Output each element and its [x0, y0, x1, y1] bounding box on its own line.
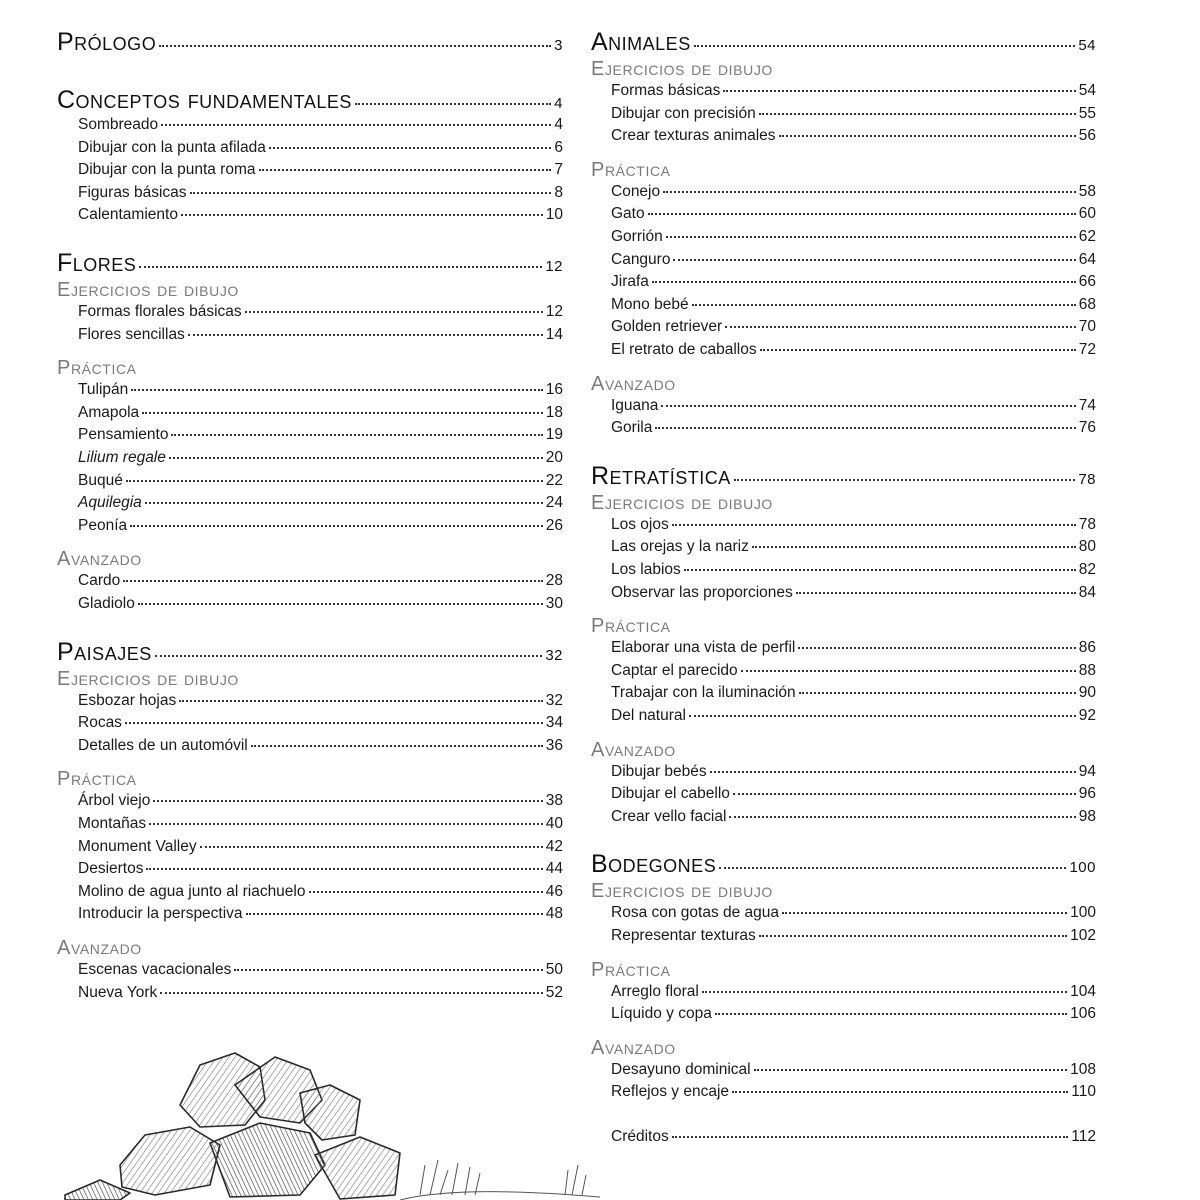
toc-entry-label: Crear texturas animales: [611, 127, 776, 145]
toc-page-number: 110: [1071, 1083, 1096, 1101]
dot-leader: [246, 913, 543, 915]
toc-page-number: 10: [545, 206, 563, 224]
toc-entry-del-natural[interactable]: [591, 707, 1096, 729]
toc-entry-pensamiento[interactable]: [57, 426, 563, 448]
toc-entry-label: Montañas: [78, 815, 147, 832]
dot-leader: [251, 745, 543, 747]
toc-entry-label: Gorila: [611, 419, 653, 437]
toc-entry-label: Dibujar con la punta roma: [78, 161, 256, 179]
toc-chapter-conceptos-fundamentales[interactable]: [57, 86, 563, 116]
toc-page-number: 52: [545, 983, 563, 1001]
toc-page-number: 12: [545, 258, 563, 275]
dot-leader: [672, 524, 1076, 526]
toc-entry-label: Tulipán: [78, 381, 129, 399]
toc-chapter-prologo[interactable]: [57, 28, 563, 58]
toc-entry-label: Gorrión: [611, 228, 663, 245]
toc-page-number: 4: [554, 95, 563, 112]
toc-entry-label: Desiertos: [78, 860, 144, 878]
toc-page-number: 6: [554, 138, 563, 156]
toc-entry-canguro[interactable]: [591, 251, 1096, 273]
toc-entry-label: Las orejas y la nariz: [611, 538, 749, 556]
dot-leader: [245, 311, 543, 313]
toc-entry-peonia[interactable]: [57, 517, 563, 539]
toc-entry-label: Dibujar con la punta afilada: [78, 138, 266, 156]
section-heading-practica: Práctica: [591, 615, 671, 638]
toc-entry-las-orejas-y-la-nariz[interactable]: [591, 538, 1096, 560]
toc-entry-elaborar-una-vista-de-perfil[interactable]: [591, 639, 1096, 661]
toc-page-number: 104: [1070, 982, 1096, 1000]
toc-page-number: 72: [1078, 341, 1096, 358]
dot-leader: [179, 700, 543, 702]
dot-leader: [661, 405, 1075, 407]
toc-entry-label: Formas básicas: [611, 82, 721, 99]
dot-leader: [355, 103, 551, 105]
dot-leader: [723, 90, 1075, 92]
toc-page-number: 19: [545, 426, 563, 444]
toc-page-number: 68: [1078, 295, 1096, 313]
toc-page-number: 66: [1078, 273, 1096, 291]
toc-page-number: 94: [1078, 762, 1096, 780]
dot-leader: [759, 113, 1076, 115]
toc-page-number: 48: [545, 905, 563, 923]
toc-entry-nueva-york[interactable]: [57, 984, 563, 1006]
toc-entry-label: Reflejos y encaje: [611, 1083, 730, 1101]
toc-entry-label: Jirafa: [611, 273, 649, 291]
toc-entry-label: Dibujar con precisión: [611, 104, 756, 122]
toc-entry-formas-florales-basicas[interactable]: [57, 303, 563, 325]
dot-leader: [169, 457, 543, 459]
dot-leader: [181, 214, 543, 216]
toc-page-number: 64: [1078, 250, 1096, 268]
toc-entry-gorila[interactable]: [591, 419, 1096, 441]
toc-entry-label: Mono bebé: [611, 295, 689, 313]
dot-leader: [200, 846, 543, 848]
toc-entry-label: Cardo: [78, 572, 121, 590]
dot-leader: [782, 912, 1067, 914]
toc-entry-montanas[interactable]: [57, 815, 563, 837]
dot-leader: [673, 259, 1075, 261]
toc-entry-label: Iguana: [611, 396, 659, 414]
dot-leader: [799, 692, 1076, 694]
dot-leader: [779, 135, 1076, 137]
dot-leader: [153, 800, 542, 802]
toc-entry-label: Los labios: [611, 561, 681, 578]
dot-leader: [234, 969, 542, 971]
dot-leader: [715, 1013, 1067, 1015]
toc-page-number: 40: [545, 815, 563, 832]
toc-entry-label: Del natural: [611, 707, 686, 724]
section-heading-avanzado: Avanzado: [57, 548, 142, 571]
toc-page-number: 54: [1078, 37, 1096, 54]
section-heading-ejercicios-de-dibujo: Ejercicios de dibujo: [591, 880, 773, 903]
toc-page-number: 100: [1069, 859, 1096, 877]
dot-leader: [171, 434, 542, 436]
section-heading-practica: Práctica: [57, 768, 137, 791]
toc-page-number: 14: [545, 325, 563, 343]
toc-entry-label: Canguro: [611, 250, 671, 268]
toc-entry-dibujar-bebes[interactable]: [591, 763, 1096, 785]
toc-page-number: 112: [1071, 1128, 1096, 1145]
toc-page-number: 3: [554, 37, 563, 54]
toc-entry-label: Sombreado: [78, 116, 159, 133]
toc-entry-label: Dibujar el cabello: [611, 785, 730, 803]
toc-entry-label: Rosa con gotas de agua: [611, 904, 780, 922]
toc-entry-label: Golden retriever: [611, 318, 723, 336]
toc-page-number: 7: [554, 161, 563, 179]
toc-entry-golden-retriever[interactable]: [591, 318, 1096, 340]
dot-leader: [131, 389, 542, 391]
toc-page-number: 74: [1078, 396, 1096, 414]
toc-entry-label: Pensamiento: [78, 426, 169, 444]
dot-leader: [734, 479, 1076, 481]
dot-leader: [130, 525, 543, 527]
toc-page-number: 86: [1078, 639, 1096, 657]
toc-entry-cardo[interactable]: [57, 572, 563, 594]
toc-page-number: 28: [545, 572, 563, 590]
toc-entry-label: Animales: [591, 28, 691, 56]
toc-page-number: 98: [1078, 807, 1096, 825]
toc-entry-buque[interactable]: [57, 472, 563, 494]
toc-entry-label: Observar las proporciones: [611, 583, 793, 601]
toc-entry-label: Arreglo floral: [611, 982, 699, 1000]
dot-leader: [733, 793, 1076, 795]
toc-entry-label: Aquilegia: [78, 494, 142, 512]
toc-page-number: 70: [1078, 318, 1096, 336]
toc-page-number: 54: [1078, 82, 1096, 99]
dot-leader: [125, 722, 543, 724]
toc-entry-liquido-y-copa[interactable]: [591, 1005, 1096, 1027]
toc-page-number: 56: [1078, 127, 1096, 145]
toc-entry-sombreado[interactable]: [57, 116, 563, 138]
toc-entry-label: Formas florales básicas: [78, 303, 242, 320]
section-heading-practica: Práctica: [57, 357, 137, 380]
dot-leader: [692, 304, 1076, 306]
toc-page-number: 12: [545, 303, 563, 320]
dot-leader: [752, 546, 1076, 548]
toc-page-number: 88: [1078, 661, 1096, 679]
dot-leader: [694, 45, 1076, 47]
dot-leader: [139, 266, 542, 268]
toc-page-number: 60: [1078, 205, 1096, 223]
toc-page-number: 92: [1078, 707, 1096, 724]
dot-leader: [652, 281, 1076, 283]
toc-entry-label: Rocas: [78, 714, 122, 732]
toc-entry-flores-sencillas[interactable]: [57, 326, 563, 348]
dot-leader: [684, 569, 1076, 571]
toc-entry-label: Buqué: [78, 471, 123, 489]
toc-entry-desayuno-dominical[interactable]: [591, 1061, 1096, 1083]
toc-entry-el-retrato-de-caballos[interactable]: [591, 341, 1096, 363]
toc-entry-dibujar-el-cabello[interactable]: [591, 785, 1096, 807]
toc-entry-label: Lilium regale: [78, 449, 166, 466]
toc-entry-dibujar-con-precision[interactable]: [591, 105, 1096, 127]
toc-page-number: 16: [545, 381, 563, 399]
dot-leader: [798, 647, 1075, 649]
toc-page-number: 24: [545, 494, 563, 512]
section-heading-ejercicios-de-dibujo: Ejercicios de dibujo: [57, 279, 239, 301]
section-heading-ejercicios-de-dibujo: Ejercicios de dibujo: [591, 58, 773, 80]
toc-entry-label: Trabajar con la iluminación: [611, 684, 796, 702]
toc-page-number: 55: [1078, 104, 1096, 122]
toc-page-number: 102: [1070, 927, 1096, 944]
toc-entry-gladiolo[interactable]: [57, 595, 563, 617]
dot-leader: [161, 124, 551, 126]
toc-entry-label: Amapola: [78, 403, 140, 421]
dot-leader: [648, 213, 1076, 215]
dot-leader: [666, 236, 1076, 238]
dot-leader: [702, 991, 1067, 993]
toc-entry-introducir-la-perspectiva[interactable]: [57, 905, 563, 927]
rock-pile-sketch-icon: [60, 1045, 600, 1200]
toc-page-number: 76: [1078, 419, 1096, 437]
toc-entry-los-labios[interactable]: [591, 561, 1096, 583]
toc-page-number: 46: [545, 882, 563, 900]
dot-leader: [710, 771, 1076, 773]
dot-leader: [138, 603, 543, 605]
toc-page-number: 96: [1078, 785, 1096, 803]
toc-page-number: 22: [545, 471, 563, 489]
toc-entry-label: Árbol viejo: [78, 792, 151, 810]
dot-leader: [155, 655, 543, 657]
toc-page-number: 44: [545, 860, 563, 878]
dot-leader: [760, 349, 1076, 351]
toc-page-number: 38: [545, 792, 563, 810]
toc-entry-label: Calentamiento: [78, 206, 178, 224]
toc-page-number: 80: [1078, 538, 1096, 556]
dot-leader: [663, 191, 1076, 193]
toc-entry-amapola[interactable]: [57, 404, 563, 426]
toc-entry-label: Los ojos: [611, 515, 669, 533]
toc-entry-figuras-basicas[interactable]: [57, 184, 563, 206]
toc-page-number: 20: [545, 449, 563, 466]
toc-chapter-animales[interactable]: [591, 28, 1096, 58]
toc-entry-label: Créditos: [611, 1128, 669, 1145]
dot-leader: [146, 868, 542, 870]
toc-entry-label: Conejo: [611, 182, 661, 200]
toc-entry-lilium-regale[interactable]: [57, 449, 563, 471]
dot-leader: [754, 1069, 1068, 1071]
toc-entry-label: Escenas vacacionales: [78, 961, 232, 978]
toc-entry-arreglo-floral[interactable]: [591, 983, 1096, 1005]
toc-entry-crear-texturas-animales[interactable]: [591, 127, 1096, 149]
dot-leader: [655, 427, 1075, 429]
section-heading-avanzado: Avanzado: [591, 738, 676, 761]
dot-leader: [269, 147, 552, 149]
toc-entry-label: Retratística: [591, 461, 731, 490]
toc-entry-label: Bodegones: [591, 850, 717, 879]
dot-leader: [142, 412, 543, 414]
toc-entry-rocas[interactable]: [57, 714, 563, 736]
toc-page-number: 84: [1078, 583, 1096, 601]
toc-entry-label: Flores sencillas: [78, 325, 185, 343]
toc-entry-label: Conceptos fundamentales: [57, 86, 352, 114]
toc-chapter-flores[interactable]: [57, 249, 563, 279]
dot-leader: [190, 192, 552, 194]
dot-leader: [759, 935, 1067, 937]
dot-leader: [126, 480, 543, 482]
toc-entry-label: Nueva York: [78, 983, 158, 1001]
toc-entry-label: Paisajes: [57, 637, 152, 666]
toc-page-number: 30: [545, 595, 563, 612]
toc-entry-tulipan[interactable]: [57, 381, 563, 403]
dot-leader: [123, 580, 543, 582]
toc-entry-label: Peonía: [78, 516, 128, 534]
toc-entry-label: Introducir la perspectiva: [78, 905, 243, 923]
toc-entry-iguana[interactable]: [591, 397, 1096, 419]
toc-entry-creditos[interactable]: [591, 1128, 1096, 1150]
toc-entry-label: Molino de agua junto al riachuelo: [78, 882, 306, 900]
dot-leader: [689, 715, 1076, 717]
dot-leader: [741, 670, 1076, 672]
toc-page-number: 78: [1078, 470, 1096, 488]
toc-page-number: 8: [554, 183, 563, 201]
toc-entry-formas-basicas[interactable]: [591, 82, 1096, 104]
toc-entry-observar-las-proporciones[interactable]: [591, 584, 1096, 606]
toc-entry-dibujar-con-la-punta-afilada[interactable]: [57, 139, 563, 161]
toc-chapter-retratistica[interactable]: [591, 462, 1096, 492]
toc-page-number: 106: [1070, 1005, 1096, 1023]
toc-page-number: 82: [1078, 561, 1096, 578]
toc-page-number: 34: [545, 714, 563, 732]
dot-leader: [309, 891, 543, 893]
toc-entry-label: Gato: [611, 205, 645, 223]
dot-leader: [732, 1091, 1068, 1093]
section-heading-avanzado: Avanzado: [591, 372, 676, 395]
toc-entry-label: Líquido y copa: [611, 1005, 712, 1023]
toc-page-number: 26: [545, 516, 563, 534]
toc-entry-label: Flores: [57, 249, 137, 277]
dot-leader: [188, 334, 543, 336]
toc-page-number: 100: [1070, 904, 1096, 922]
toc-page-number: 42: [545, 837, 563, 855]
section-heading-practica: Práctica: [591, 158, 671, 181]
dot-leader: [160, 992, 542, 994]
toc-entry-label: Desayuno dominical: [611, 1060, 751, 1078]
toc-page-number: 32: [545, 691, 563, 709]
toc-chapter-bodegones[interactable]: [591, 850, 1096, 880]
dot-leader: [725, 326, 1076, 328]
toc-entry-escenas-vacacionales[interactable]: [57, 961, 563, 983]
toc-entry-gorrion[interactable]: [591, 228, 1096, 250]
toc-entry-dibujar-con-la-punta-roma[interactable]: [57, 161, 563, 183]
toc-entry-rosa-con-gotas-de-agua[interactable]: [591, 904, 1096, 926]
toc-entry-label: Crear vello facial: [611, 807, 727, 825]
toc-entry-label: Representar texturas: [611, 927, 756, 944]
toc-entry-desiertos[interactable]: [57, 860, 563, 882]
dot-leader: [159, 45, 551, 47]
toc-entry-label: Prólogo: [57, 28, 157, 56]
section-heading-avanzado: Avanzado: [591, 1036, 676, 1059]
dot-leader: [672, 1136, 1069, 1138]
dot-leader: [259, 169, 552, 171]
dot-leader: [145, 502, 543, 504]
toc-entry-label: Detalles de un automóvil: [78, 736, 248, 754]
toc-entry-reflejos-y-encaje[interactable]: [591, 1083, 1096, 1105]
toc-page-number: 18: [545, 403, 563, 421]
section-heading-ejercicios-de-dibujo: Ejercicios de dibujo: [591, 491, 773, 514]
toc-entry-label: Captar el parecido: [611, 661, 738, 679]
toc-entry-label: Dibujar bebés: [611, 762, 707, 780]
toc-entry-crear-vello-facial[interactable]: [591, 808, 1096, 830]
toc-entry-esbozar-hojas[interactable]: [57, 692, 563, 714]
toc-entry-label: Figuras básicas: [78, 183, 187, 201]
toc-entry-los-ojos[interactable]: [591, 516, 1096, 538]
toc-entry-aquilegia[interactable]: [57, 494, 563, 516]
toc-entry-gato[interactable]: [591, 205, 1096, 227]
toc-page-number: 4: [554, 116, 563, 133]
toc-entry-representar-texturas[interactable]: [591, 927, 1096, 949]
toc-entry-trabajar-con-la-iluminacion[interactable]: [591, 684, 1096, 706]
toc-entry-label: Elaborar una vista de perfil: [611, 639, 796, 657]
toc-page-number: 62: [1078, 228, 1096, 245]
toc-page-number: 78: [1078, 515, 1096, 533]
dot-leader: [719, 867, 1066, 869]
toc-page-number: 50: [545, 961, 563, 978]
section-heading-ejercicios-de-dibujo: Ejercicios de dibujo: [57, 667, 239, 690]
toc-entry-arbol-viejo[interactable]: [57, 792, 563, 814]
toc-entry-molino-de-agua-junto-al-riachuelo[interactable]: [57, 883, 563, 905]
section-heading-practica: Práctica: [591, 958, 671, 981]
toc-page-number: 32: [545, 646, 563, 664]
toc-page-number: 108: [1070, 1060, 1096, 1078]
toc-entry-jirafa[interactable]: [591, 273, 1096, 295]
toc-page-number: 58: [1078, 182, 1096, 200]
toc-entry-mono-bebe[interactable]: [591, 296, 1096, 318]
dot-leader: [149, 823, 543, 825]
dot-leader: [729, 816, 1075, 818]
toc-chapter-paisajes[interactable]: [57, 638, 563, 668]
toc-entry-label: Monument Valley: [78, 837, 197, 855]
toc-entry-calentamiento[interactable]: [57, 206, 563, 228]
toc-page-number: 90: [1078, 684, 1096, 702]
toc-entry-label: Gladiolo: [78, 595, 135, 612]
toc-entry-monument-valley[interactable]: [57, 838, 563, 860]
section-heading-avanzado: Avanzado: [57, 937, 142, 959]
toc-page-number: 36: [545, 736, 563, 754]
toc-entry-detalles-de-un-automovil[interactable]: [57, 737, 563, 759]
toc-entry-label: El retrato de caballos: [611, 341, 757, 358]
dot-leader: [796, 592, 1076, 594]
toc-entry-conejo[interactable]: [591, 183, 1096, 205]
toc-entry-captar-el-parecido[interactable]: [591, 662, 1096, 684]
toc-entry-label: Esbozar hojas: [78, 691, 177, 709]
